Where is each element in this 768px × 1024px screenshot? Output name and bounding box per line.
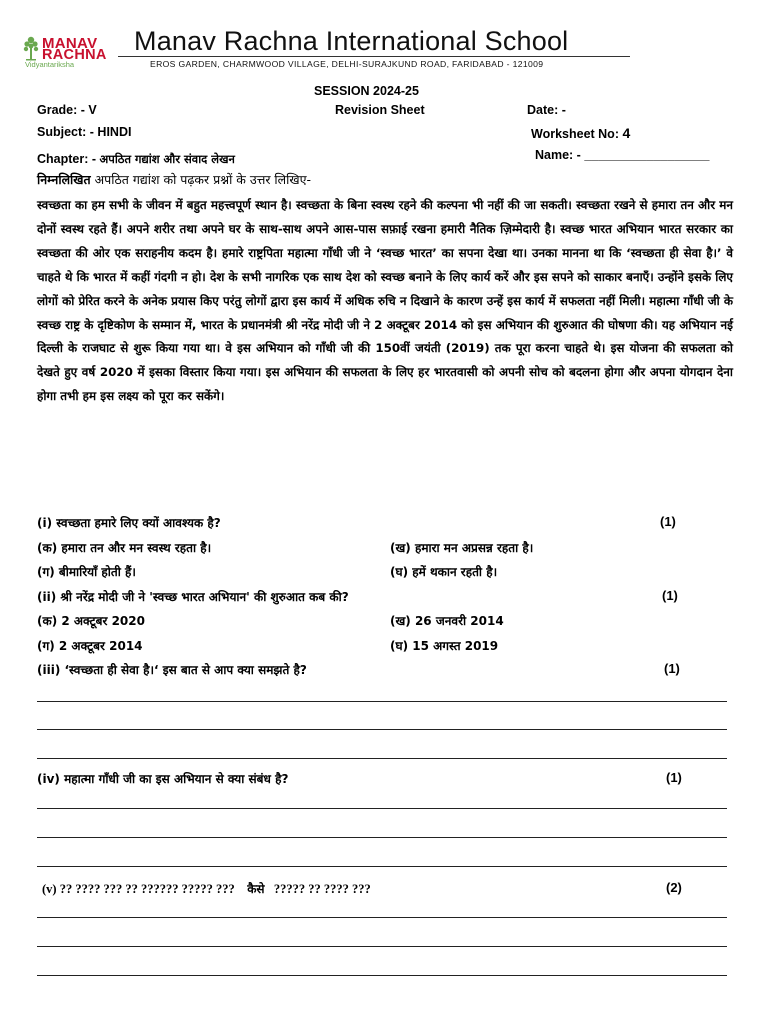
answer-line[interactable] (37, 837, 727, 838)
answer-line[interactable] (37, 729, 727, 730)
answer-line[interactable] (37, 758, 727, 759)
instruction-bold: निम्नलिखित (37, 172, 91, 187)
logo-text-rachna: RACHNA (42, 47, 107, 63)
question-3-marks: (1) (664, 661, 680, 676)
grade-label: Grade: - V (37, 103, 97, 117)
unseen-passage: स्वच्छता का हम सभी के जीवन में बहुत महत्त्वपूर्ण स्थान है। स्वच्छता के बिना स्वस्थ रहने की कल्पना भी नहीं की जा सकती। स्वच्छता रखने से हमारा तन और मन दोनों स्वस्थ रहते हैं। अपने शरीर तथा अपने घर के साथ-साथ अपने आस-पास सफ़ाई रखना हमारी नैतिक ज़िम्मेदारी है। स्वच्छ भारत अभियान भारत सरकार का स्वच्छता की ओर एक सराहनीय कदम है। हमारे राष्ट्रपिता महात्मा गाँधी जी ने ‘स्वच्छ भारत’ का सपना देखा था। उनका मानना था कि ‘स्वच्छता ही सेवा है।’ वे चाहते थे कि भारत में कहीं गंदगी न हो। देश के सभी नागरिक एक साथ देश को स्वच्छ बनाने के लिए कार्य करें और इस सपने को साकार बनाएँ। उन्होंने इसके लिए लोगों को प्रेरित करने के अनेक प्रयास किए परंतु लोगों द्वारा इस कार्य में अधिक रुचि न दिखाने के कारण उन्हें इस कार्य में सफलता नहीं मिली। महात्मा गाँधी जी के स्वच्छ राष्ट्र के दृष्टिकोण के सम्मान में, भारत के प्रधानमंत्री श्री नरेंद्र मोदी जी ने 2 अक्टूबर 2014 को इस अभियान की शुरुआत की घोषणा की। यह अभियान नई दिल्ली के राजघाट से शुरू किया गया था। वे इस अभियान को गाँधी जी की 150वीं जयंती (2019) तक पूरा करना चाहते थे। इस योजना की सफलता को देखते हुए वर्ष 2020 में इसका विस्तार किया गया। इस अभियान की सफलता के लिए हर भारतवासी को अपनी सोच को बदलना होगा और अपना योगदान देना होगा तभी हम इस लक्ष्य को पूरा कर सकेंगे। (37, 198, 733, 404)
question-2-option-d[interactable]: (घ) 15 अगस्त 2019 (390, 639, 499, 653)
question-5-suffix: ????? ?? ???? ??? (273, 882, 371, 896)
question-2-option-a[interactable]: (क) 2 अक्टूबर 2020 (37, 614, 145, 628)
question-5-prefix: (v) ?? ???? ??? ?? ?????? ????? ??? (42, 882, 235, 896)
school-logo (22, 32, 120, 72)
logo-text-manav: MANAV (42, 35, 98, 52)
question-2-marks: (1) (662, 588, 678, 603)
question-1-option-b[interactable]: (ख) हमारा मन अप्रसन्न रहता है। (390, 541, 534, 555)
question-2: (ii) श्री नरेंद्र मोदी जी ने 'स्वच्छ भारत अभियान' की शुरुआत कब की? (37, 590, 349, 604)
question-1: (i) स्वच्छता हमारे लिए क्यों आवश्यक है? (37, 516, 221, 530)
answer-line[interactable] (37, 866, 727, 867)
worksheet-label-text: Worksheet No: (531, 127, 623, 141)
school-address: EROS GARDEN, CHARMWOOD VILLAGE, DELHI-SURAJKUND ROAD, FARIDABAD - 121009 (150, 59, 544, 69)
question-1-option-a[interactable]: (क) हमारा तन और मन स्वस्थ रहता है। (37, 541, 212, 555)
question-1-marks: (1) (660, 514, 676, 529)
question-1-option-d[interactable]: (घ) हमें थकान रहती है। (390, 565, 498, 579)
question-5-marks: (2) (666, 880, 682, 895)
question-2-option-c[interactable]: (ग) 2 अक्टूबर 2014 (37, 639, 143, 653)
date-field: Date: - (527, 103, 566, 117)
session-label: SESSION 2024-25 (314, 84, 419, 98)
subject-label: Subject: - HINDI (37, 125, 132, 139)
school-name: Manav Rachna International School (134, 26, 569, 56)
chapter-label (37, 148, 235, 167)
answer-line[interactable] (37, 946, 727, 947)
instruction-rest: अपठित गद्यांश को पढ़कर प्रश्नों के उत्तर लिखिए- (90, 172, 312, 187)
question-5 (42, 880, 371, 897)
question-4-marks: (1) (666, 770, 682, 785)
question-5-word: कैसे (247, 882, 265, 896)
question-4: (iv) महात्मा गाँधी जी का इस अभियान से क्या संबंध है? (37, 772, 289, 786)
student-name-field: Name: - __________________ (535, 148, 710, 162)
answer-line[interactable] (37, 701, 727, 702)
answer-line[interactable] (37, 917, 727, 918)
question-3: (iii) ‘स्वच्छता ही सेवा है।‘ इस बात से आप क्या समझते है? (37, 663, 307, 677)
worksheet-number: 4 (622, 125, 631, 141)
question-1-option-c[interactable]: (ग) बीमारियाँ होती हैं। (37, 565, 136, 579)
chapter-title: अपठित गद्यांश और संवाद लेखन (99, 152, 235, 166)
header-divider (118, 56, 630, 57)
answer-line[interactable] (37, 975, 727, 976)
worksheet-number-label (531, 125, 630, 141)
logo-tagline: Vidyantariksha (25, 60, 75, 69)
chapter-prefix: Chapter: - (37, 152, 100, 166)
sheet-type-label: Revision Sheet (335, 103, 425, 117)
answer-line[interactable] (37, 808, 727, 809)
instruction (37, 171, 311, 188)
question-2-option-b[interactable]: (ख) 26 जनवरी 2014 (390, 614, 504, 628)
